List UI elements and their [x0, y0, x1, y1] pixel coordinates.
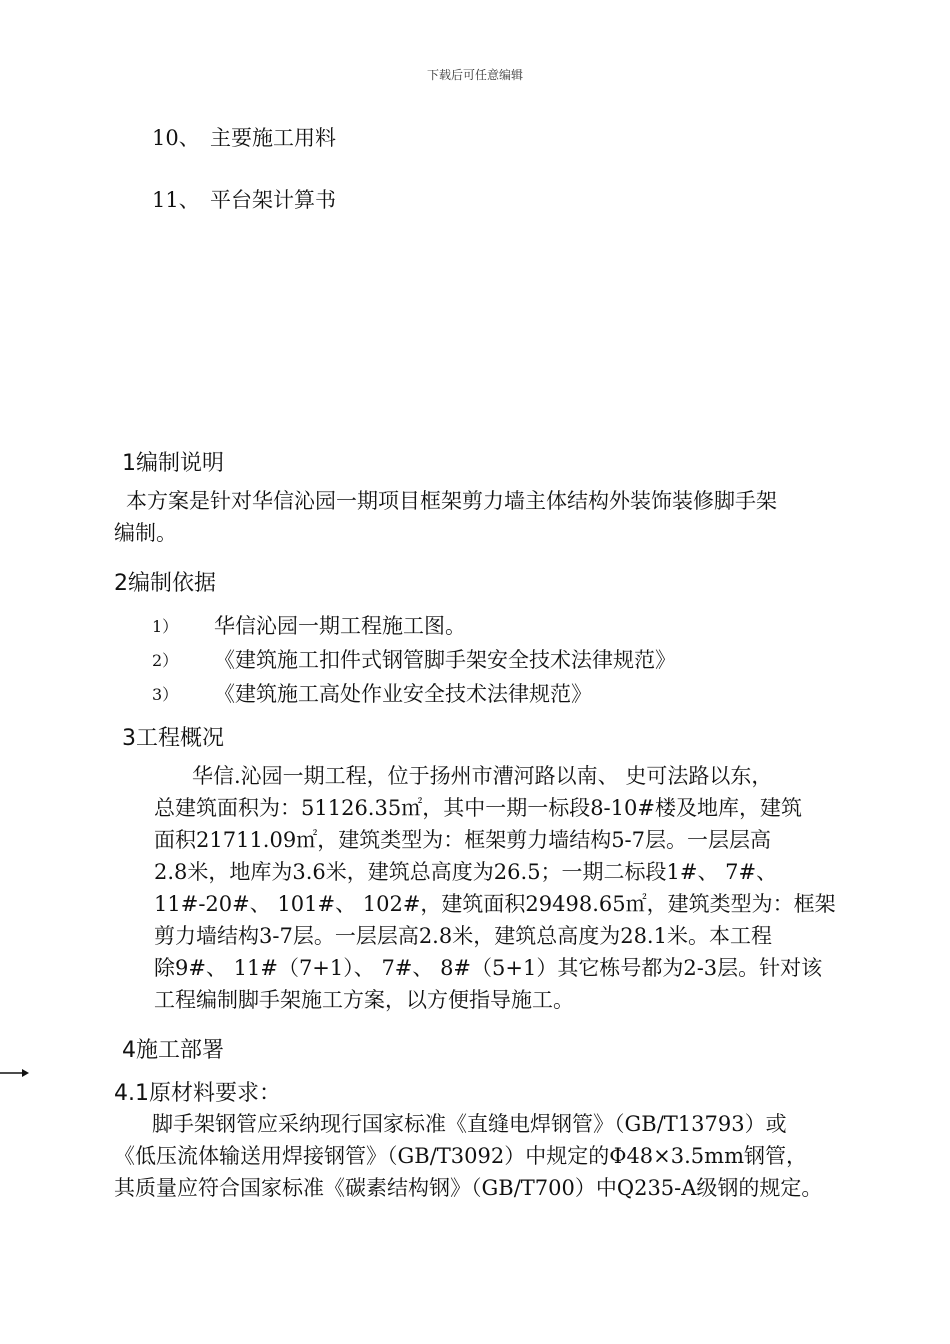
paragraph-line: 《低压流体输送用焊接钢管》（GB/T3092）中规定的Φ48×3.5mm钢管， — [114, 1144, 807, 1168]
reference-label: 《建筑施工高处作业安全技术法律规范》 — [214, 682, 592, 706]
paragraph-line: 剪力墙结构3-7层。一层层高2.8米，建筑总高度为28.1米。本工程 — [154, 924, 772, 948]
paragraph-line: 2.8米，地库为3.6米，建筑总高度为26.5；一期二标段1#、 7#、 — [154, 860, 778, 884]
reference-number: 1） — [152, 617, 179, 636]
paragraph-line: 总建筑面积为：51126.35㎡，其中一期一标段8-10#楼及地库，建筑 — [154, 796, 802, 820]
section-paragraph — [154, 760, 836, 1016]
reference-item — [152, 644, 792, 674]
section-paragraph — [114, 485, 777, 549]
toc-item — [152, 122, 552, 152]
paragraph-line: 11#-20#、 101#、 102#，建筑面积29498.65㎡，建筑类型为：框架 — [154, 892, 836, 916]
toc-item-label: 平台架计算书 — [210, 188, 336, 212]
reference-label: 《建筑施工扣件式钢管脚手架安全技术法律规范》 — [214, 648, 676, 672]
paragraph-line: 脚手架钢管应采纳现行国家标准《直缝电焊钢管》（GB/T13793）或 — [152, 1112, 787, 1136]
section-title: 1编制说明 — [122, 451, 224, 476]
reference-item — [152, 610, 792, 640]
section-title: 2编制依据 — [114, 571, 216, 596]
paragraph-line: 本方案是针对华信沁园一期项目框架剪力墙主体结构外装饰装修脚手架 — [126, 489, 777, 513]
section-title: 3工程概况 — [122, 726, 224, 751]
paragraph-line: 工程编制脚手架施工方案，以方便指导施工。 — [154, 988, 574, 1012]
paragraph-line: 面积21711.09㎡，建筑类型为：框架剪力墙结构5-7层。一层层高 — [154, 828, 772, 852]
toc-item-label: 主要施工用料 — [210, 126, 336, 150]
toc-item-number: 10、 — [152, 126, 200, 150]
page-header: 下载后可任意编辑 — [426, 68, 523, 82]
reference-number: 3） — [152, 685, 179, 704]
reference-label: 华信沁园一期工程施工图。 — [214, 614, 466, 638]
reference-item — [152, 678, 792, 708]
section-title: 4施工部署 — [122, 1038, 224, 1063]
toc-item — [152, 184, 552, 214]
arrow-right-icon — [0, 1063, 30, 1083]
section-paragraph — [114, 1108, 822, 1204]
subsection-title: 4.1原材料要求： — [114, 1081, 281, 1106]
toc-item-number: 11、 — [152, 188, 200, 212]
paragraph-line: 编制。 — [114, 521, 177, 545]
reference-number: 2） — [152, 651, 179, 670]
paragraph-line: 除9#、 11#（7+1）、 7#、 8#（5+1）其它栋号都为2-3层。针对该 — [154, 956, 823, 980]
paragraph-line: 其质量应符合国家标准《碳素结构钢》（GB/T700）中Q235-A级钢的规定。 — [114, 1176, 823, 1200]
paragraph-line: 华信.沁园一期工程，位于扬州市漕河路以南、 史可法路以东， — [192, 764, 773, 788]
